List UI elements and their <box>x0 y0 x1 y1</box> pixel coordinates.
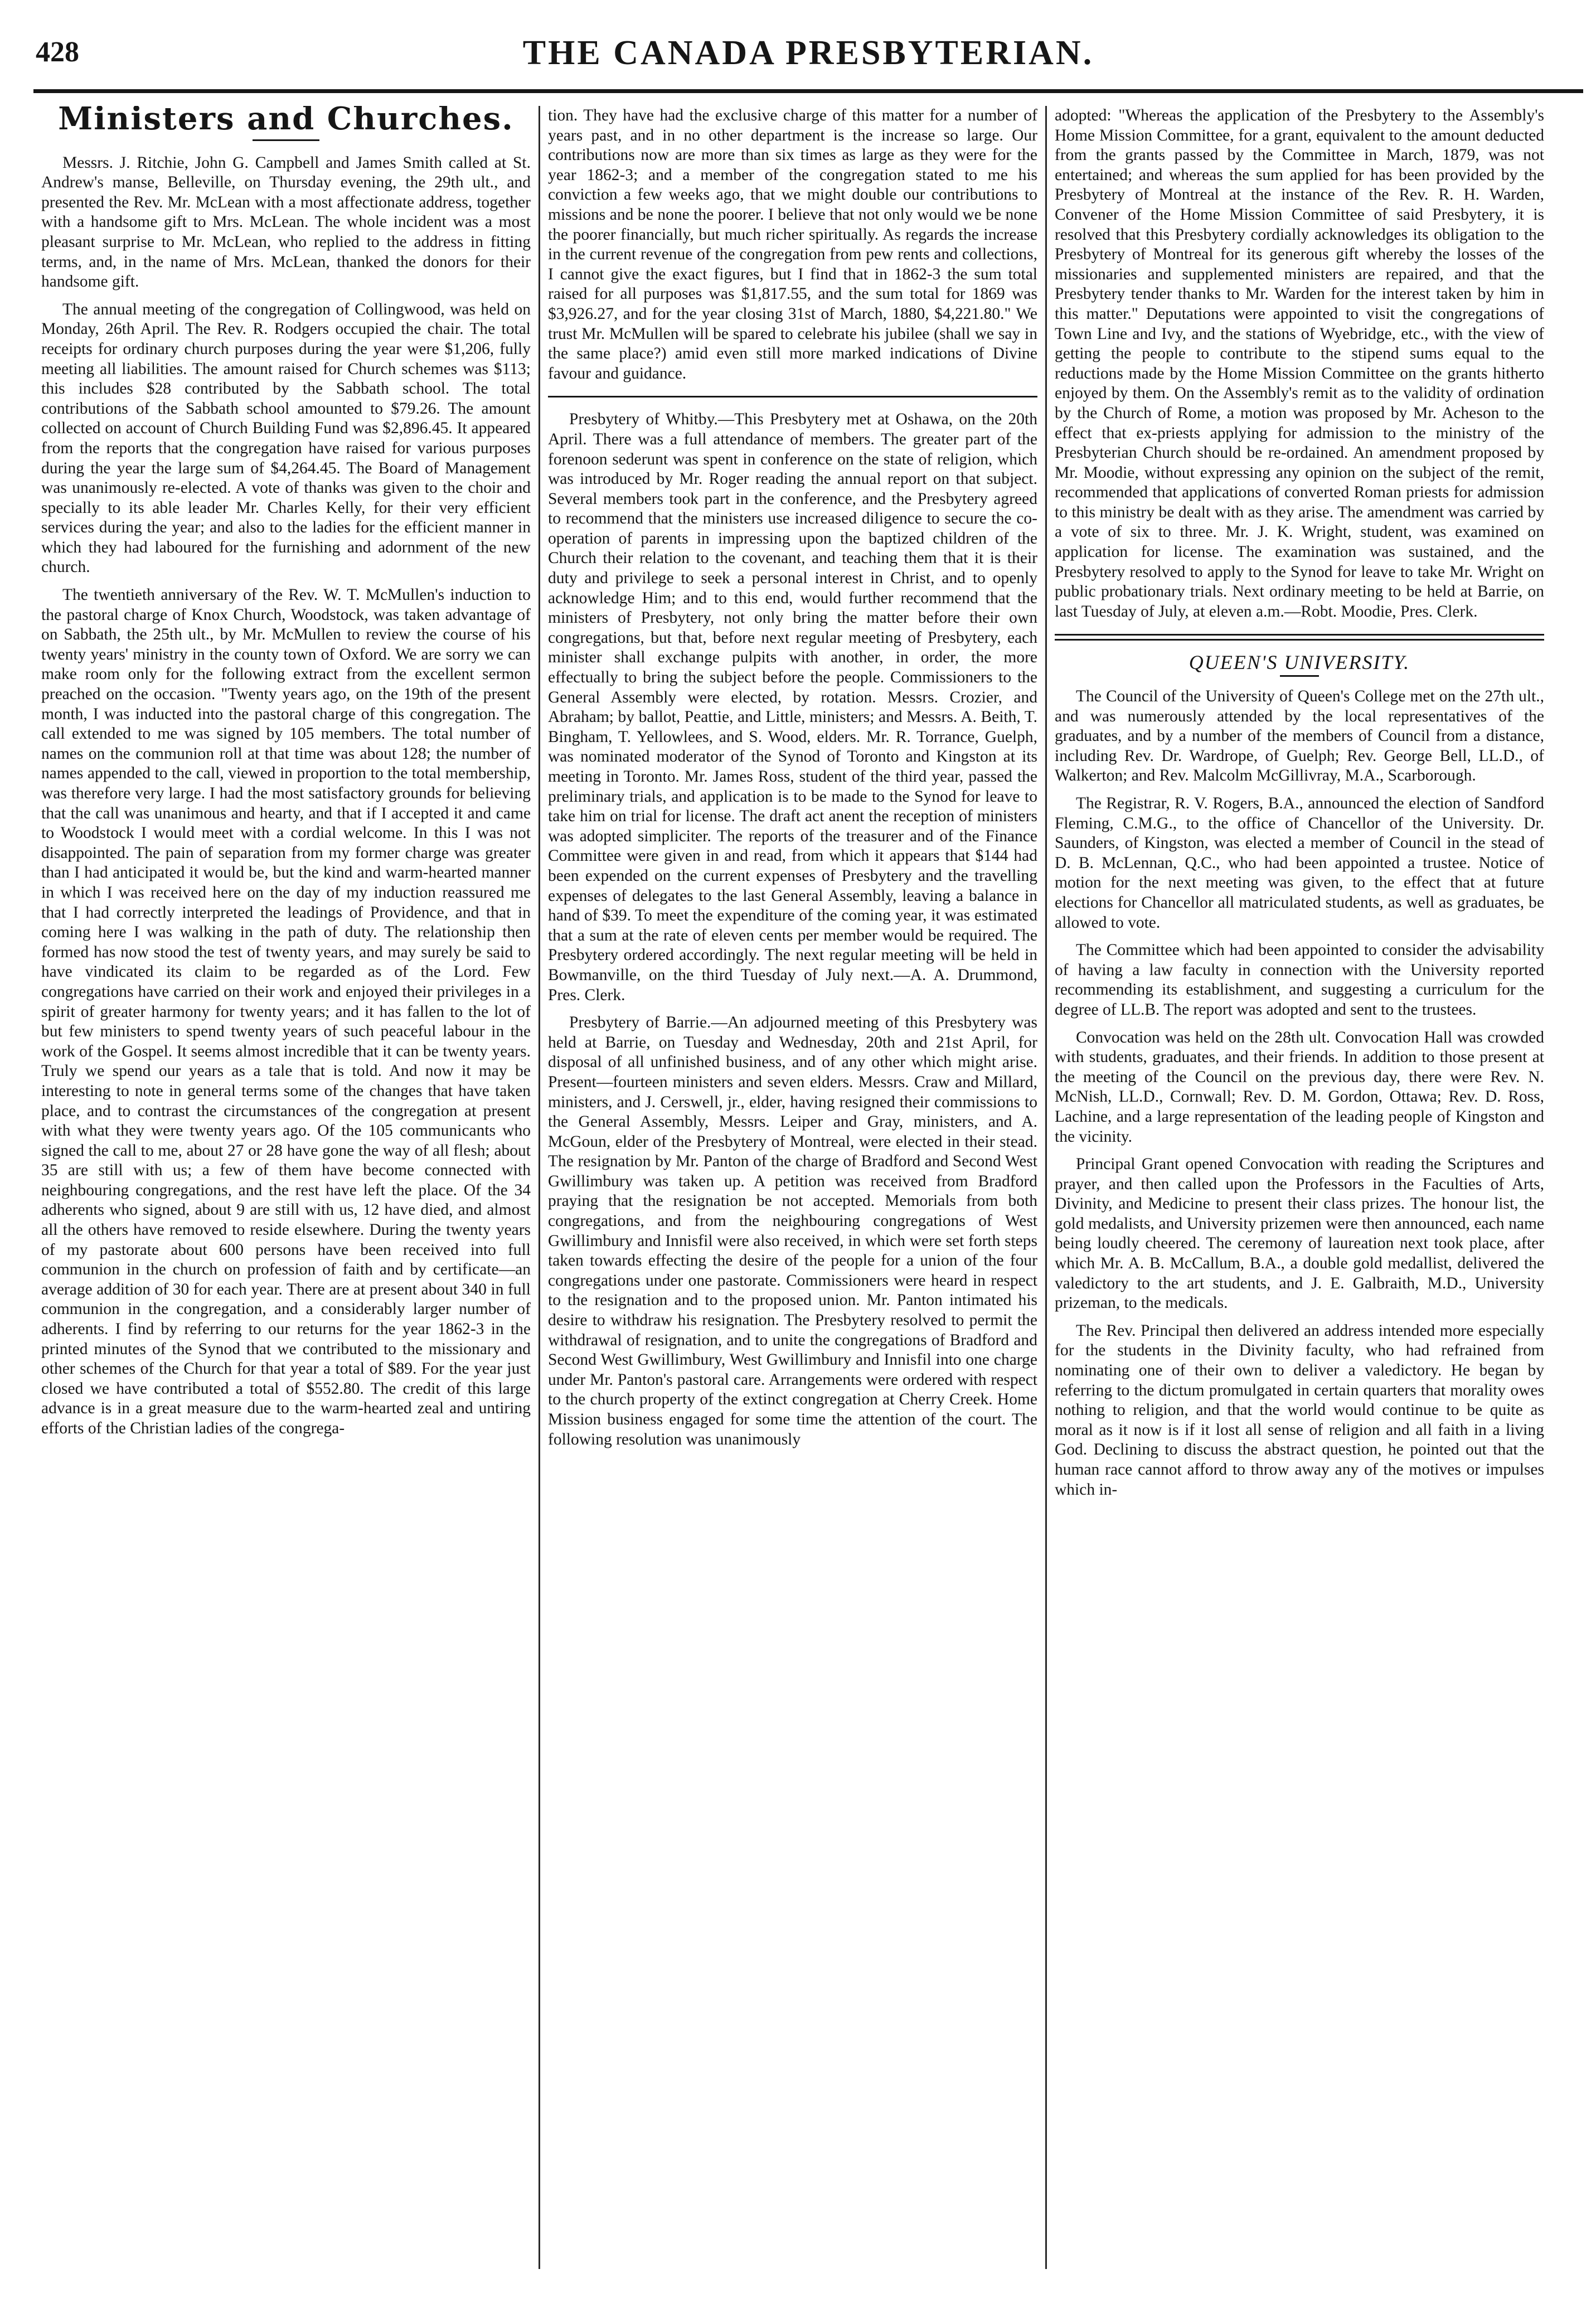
heading-rule <box>1280 675 1319 677</box>
article-paragraph: The twentieth anniversary of the Rev. W. T. McMullen's induction to the pastoral charge of Knox Church, Woodstock, was taken advantage of on Sabbath, the 25th ult., by Mr. McMullen to review the course of his twenty years' ministry in the county town of Oxford. We are sorry we can make room only for the following extract from the excellent sermon preached on the occasion. "Twenty years ago, on the 19th of the present month, I was inducted into the pastoral charge of this congregation. The call extended to me was signed by 105 members. The total number of names on the communion roll at that time was about 128; the number of names appended to the call, viewed in proportion to the total membership, was therefore very large. I had the most satisfactory grounds for believing that the call was unanimous and hearty, and that if I accepted it and came to Woodstock I would meet with a cordial welcome. In this I was not disappointed. The pain of separation from my former charge was greater than I had anticipated it would be, but the kind and warm-hearted manner in which I was received here on the day of my induction reassured me that I had correctly interpreted the leadings of Providence, and that in coming here I was walking in the path of duty. The relationship then formed has now stood the test of twenty years, and may surely be said to have vindicated its claim to be regarded as of the Lord. Few congregations have carried on their work and enjoyed their privileges in a spirit of greater harmony for twenty years; and it has fallen to the lot of but few ministers to spend twenty years of such peaceful labour in the work of the Gospel. It seems almost incredible that it can be twenty years. Truly we spend our years as a tale that is told. And now it may be interesting to note in general terms some of the changes that have taken place, and to contrast the circumstances of the congregation at present with what they were twenty years ago. Of the 105 communicants who signed the call to me, about 27 or 28 have gone the way of all flesh; about 35 are still with us; a few of them have become connected with neighbouring congregations, and the rest have left the place. Of the 34 adherents who signed, about 9 are still with us, 12 have died, and almost all the others have removed to reside elsewhere. During the twenty years of my pastorate about 600 persons have been received into full communion in the church on profession of faith and by certificate—an average addition of 30 for each year. There are at present about 340 in full communion in the congregation, and a considerably larger number of adherents. I find by referring to our returns for the year 1862-3 in the printed minutes of the Synod that we contributed to the missionary and other schemes of the Church for that year a total of $89. For the year just closed we have contributed a total of $552.80. The credit of this large advance is in a great measure due to the warm-hearted zeal and untiring efforts of the Christian ladies of the congrega- <box>41 586 531 1437</box>
newspaper-page <box>33 28 1583 2280</box>
section-divider <box>1055 634 1544 641</box>
column-2 <box>540 106 1045 2269</box>
article-paragraph: tion. They have had the exclusive charge of this matter for a number of years past, and in no other department is the increase so large. Our contributions now are more than six times as large as they were for the year 1862-3; and a member of the congregation stated to me his conviction a few weeks ago, that we might double our contributions to missions and be none the poorer. I believe that not only would we be none the poorer financially, but much richer spiritually. As regards the increase in the current revenue of the congregation from pew rents and collections, I cannot give the exact figures, but I find that in 1862-3 the sum total raised for all purposes was $1,817.55, and the sum total for 1869 was $3,926.27, and for the year closing 31st of March, 1880, $4,221.80." We trust Mr. McMullen will be spared to celebrate his jubilee (shall we say in the same place?) amid even still more marked indications of Divine favour and guidance. <box>548 106 1037 382</box>
column-1 <box>33 106 539 2269</box>
article-paragraph: Convocation was held on the 28th ult. Convocation Hall was crowded with students, graduates, and their friends. In addition to those present at the meeting of the Council on the previous day, there were Rev. N. McNish, LL.D., Cornwall; Rev. D. M. Gordon, Ottawa; Rev. D. Ross, Lachine, and a large representation of the leading people of Kingston and the vicinity. <box>1055 1028 1544 1146</box>
subsection-heading: QUEEN'S UNIVERSITY. <box>1188 651 1410 674</box>
article-divider <box>548 396 1037 397</box>
section-heading: Ministers and Churches. <box>41 109 531 141</box>
page-header <box>33 28 1583 93</box>
article-paragraph: Principal Grant opened Convocation with reading the Scriptures and prayer, and then called upon the Professors in the Faculties of Arts, Divinity, and Medicine to present their class prizes. The honour list, the gold medalists, and University prizemen were then announced, each name being loudly cheered. The ceremony of laureation next took place, after which Mr. A. B. McCallum, B.A., a double gold medallist, delivered the valedictory to the art students, and J. E. Galbraith, M.D., University prizeman, to the medicals. <box>1055 1155 1544 1312</box>
article-paragraph: Presbytery of Whitby.—This Presbytery met at Oshawa, on the 20th April. There was a full attendance of members. The greater part of the forenoon sederunt was spent in conference on the state of religion, which was introduced by Mr. Roger reading the annual report on that subject. Several members took part in the conference, and the Presbytery agreed to recommend that the ministers use increased diligence to secure the co-operation of parents in impressing upon the baptized children of the Church their relation to the covenant, and teaching them that it is their duty and privilege to seek a personal interest in Christ, and to openly acknowledge Him; and to this end, would further recommend that the ministers of Presbytery, not only bring the matter before their own congregations, but that, before next regular meeting of Presbytery, each minister shall exchange pulpits with another, in order, the more effectually to bring the subject before the people. Commissioners to the General Assembly were elected, by rotation. Messrs. Crozier, and Abraham; by ballot, Peattie, and Little, ministers; and Messrs. A. Beith, T. Bingham, T. Yellowlees, and S. Wood, elders. Mr. R. Torrance, Guelph, was nominated moderator of the Synod of Toronto and Kingston at its meeting in Toronto. Mr. James Ross, student of the third year, passed the preliminary trials, and application is to be made to the Synod for leave to take him on trial for license. The draft act anent the reception of ministers was adopted simpliciter. The reports of the treasurer and of the Finance Committee were given in and read, from which it appears that $144 had been expended on the current expenses of Presbytery and the travelling expenses of delegates to the last General Assembly, leaving a balance in hand of $39. To meet the expenditure of the coming year, it was estimated that a sum at the rate of eleven cents per member would be required. The Presbytery ordered accordingly. The next regular meeting will be held in Bowmanville, on the third Tuesday of July next.—A. A. Drummond, Pres. Clerk. <box>548 410 1037 1004</box>
article-paragraph: The Committee which had been appointed to consider the advisability of having a law faculty in connection with the University reported recommending its establishment, and suggesting a curriculum for the degree of LL.B. The report was adopted and sent to the trustees. <box>1055 941 1544 1019</box>
article-paragraph: Presbytery of Barrie.—An adjourned meeting of this Presbytery was held at Barrie, on Tuesday and Wednesday, 20th and 21st April, for disposal of all unfinished business, and of any other which might arise. Present—fourteen ministers and seven elders. Messrs. Craw and Millard, ministers, and J. Cerswell, jr., elder, having resigned their commissions to the General Assembly, Messrs. Leiper and Gray, ministers, and A. McGoun, elder of the Presbytery of Montreal, were elected in their stead. The resignation by Mr. Panton of the charge of Bradford and Second West Gwillimbury was taken up. A petition was received from Bradford praying that the resignation be not accepted. Memorials from both congregations, and from the neighbouring congregations of West Gwillimbury and Innisfil were also received, in which were set forth steps taken towards effecting the desire of the people for a union of the four congregations under one pastorate. Commissioners were heard in respect to the resignation and to the proposed union. Mr. Panton intimated his desire to withdraw his resignation. The Presbytery resolved to permit the withdrawal of resignation, and to unite the congregations of Bradford and Second West Gwillimbury, West Gwillimbury and Innisfil into one charge under Mr. Panton's pastoral care. Arrangements were ordered with respect to the church property of the extinct congregation at Cherry Creek. Home Mission business engaged for some time the attention of the court. The following resolution was unanimously <box>548 1014 1037 1448</box>
column-3 <box>1047 106 1552 2269</box>
page-number: 428 <box>36 36 79 68</box>
article-paragraph: The Council of the University of Queen's College met on the 27th ult., and was numerously attended by the local representatives of the graduates, and by a number of the members of Council from a distance, including Rev. Dr. Wardrope, of Guelph; Rev. George Bell, LL.D., of Walkerton; and Rev. Malcolm McGillivray, M.A., Scarborough. <box>1055 687 1544 785</box>
article-paragraph: The Rev. Principal then delivered an address intended more especially for the students in the Divinity faculty, who had refrained from nominating one of their own to deliver a valedictory. He began by referring to the dictum promulgated in certain quarters that morality owes nothing to religion, and that the world would continue to be quite as moral as it now is if it lost all sense of religion and all faith in a living God. Declining to discuss the abstract question, he pointed out that the human race cannot afford to throw away any of the motives or impulses which in- <box>1055 1321 1544 1499</box>
journal-title: THE CANADA PRESBYTERIAN. <box>522 34 1094 72</box>
article-paragraph: The annual meeting of the congregation of Collingwood, was held on Monday, 26th April. The Rev. R. Rodgers occupied the chair. The total receipts for ordinary church purposes during the year were $1,206, fully meeting all liabilities. The amount raised for Church schemes was $113; this includes $28 contributed by the Sabbath school. The total contributions of the Sabbath school amounted to $79.26. The amount collected on account of Church Building Fund was $2,896.45. It appeared from the reports that the congregation have raised for various purposes during the year the large sum of $4,264.45. The Board of Management was unanimously re-elected. A vote of thanks was given to the choir and specially to its able leader Mr. Charles Kelly, for their very efficient services during the year; and also to the ladies for the efficient manner in which they had laboured for the furnishing and adornment of the new church. <box>41 300 531 576</box>
article-paragraph: The Registrar, R. V. Rogers, B.A., announced the election of Sandford Fleming, C.M.G., to the office of Chancellor of the University. Dr. Saunders, of Kingston, was elected a member of Council in the stead of D. B. McLennan, Q.C., who had been appointed a trustee. Notice of motion for the next meeting was given, to the effect that at future elections for Chancellor all matriculated students, as well as graduates, be allowed to vote. <box>1055 794 1544 932</box>
article-paragraph: Messrs. J. Ritchie, John G. Campbell and James Smith called at St. Andrew's manse, Belleville, on Thursday evening, the 29th ult., and presented the Rev. Mr. McLean with a most affectionate address, together with a handsome gift to Mrs. McLean. The whole incident was a most pleasant surprise to Mr. McLean, who replied to the address in fitting terms, and, in the name of Mrs. McLean, thanked the donors for their handsome gift. <box>41 153 531 291</box>
article-columns <box>33 106 1583 2280</box>
article-paragraph: adopted: "Whereas the application of the Presbytery to the Assembly's Home Mission Committee, for a grant, equivalent to the amount deducted from the grants passed by the Committee in March, 1879, was not entertained; and whereas the sum applied for has been provided by the Presbytery of Montreal at the instance of the Rev. R. H. Warden, Convener of the Home Mission Committee of said Presbytery, it is resolved that this Presbytery cordially acknowledges its obligation to the Presbytery of Montreal for its generous gift whereby the losses of the missionaries and supplemented ministers are repaired, and that the Presbytery tender thanks to Mr. Warden for the interest taken by him in this matter." Deputations were appointed to visit the congregations of Town Line and Ivy, and the stations of Wyebridge, etc., with the view of getting the people to contribute to the stipend sums equal to the reductions made by the Home Mission Committee on the grants hitherto enjoyed by them. On the Assembly's remit as to the validity of ordination by the Church of Rome, a motion was proposed by Mr. Acheson to the effect that ex-priests applying for admission to the ministry of the Presbyterian Church should be re-ordained. An amendment proposed by Mr. Moodie, without expressing any opinion on the subject of the remit, recommended that applications of converted Roman priests for admission to this ministry be dealt with as they arise. The amendment was carried by a vote of six to three. Mr. J. K. Wright, student, was examined on application for license. The examination was sustained, and the Presbytery resolved to apply to the Synod for leave to take Mr. Wright on public probationary trials. Next ordinary meeting to be held at Barrie, on last Tuesday of July, at eleven a.m.—Robt. Moodie, Pres. Clerk. <box>1055 106 1544 620</box>
